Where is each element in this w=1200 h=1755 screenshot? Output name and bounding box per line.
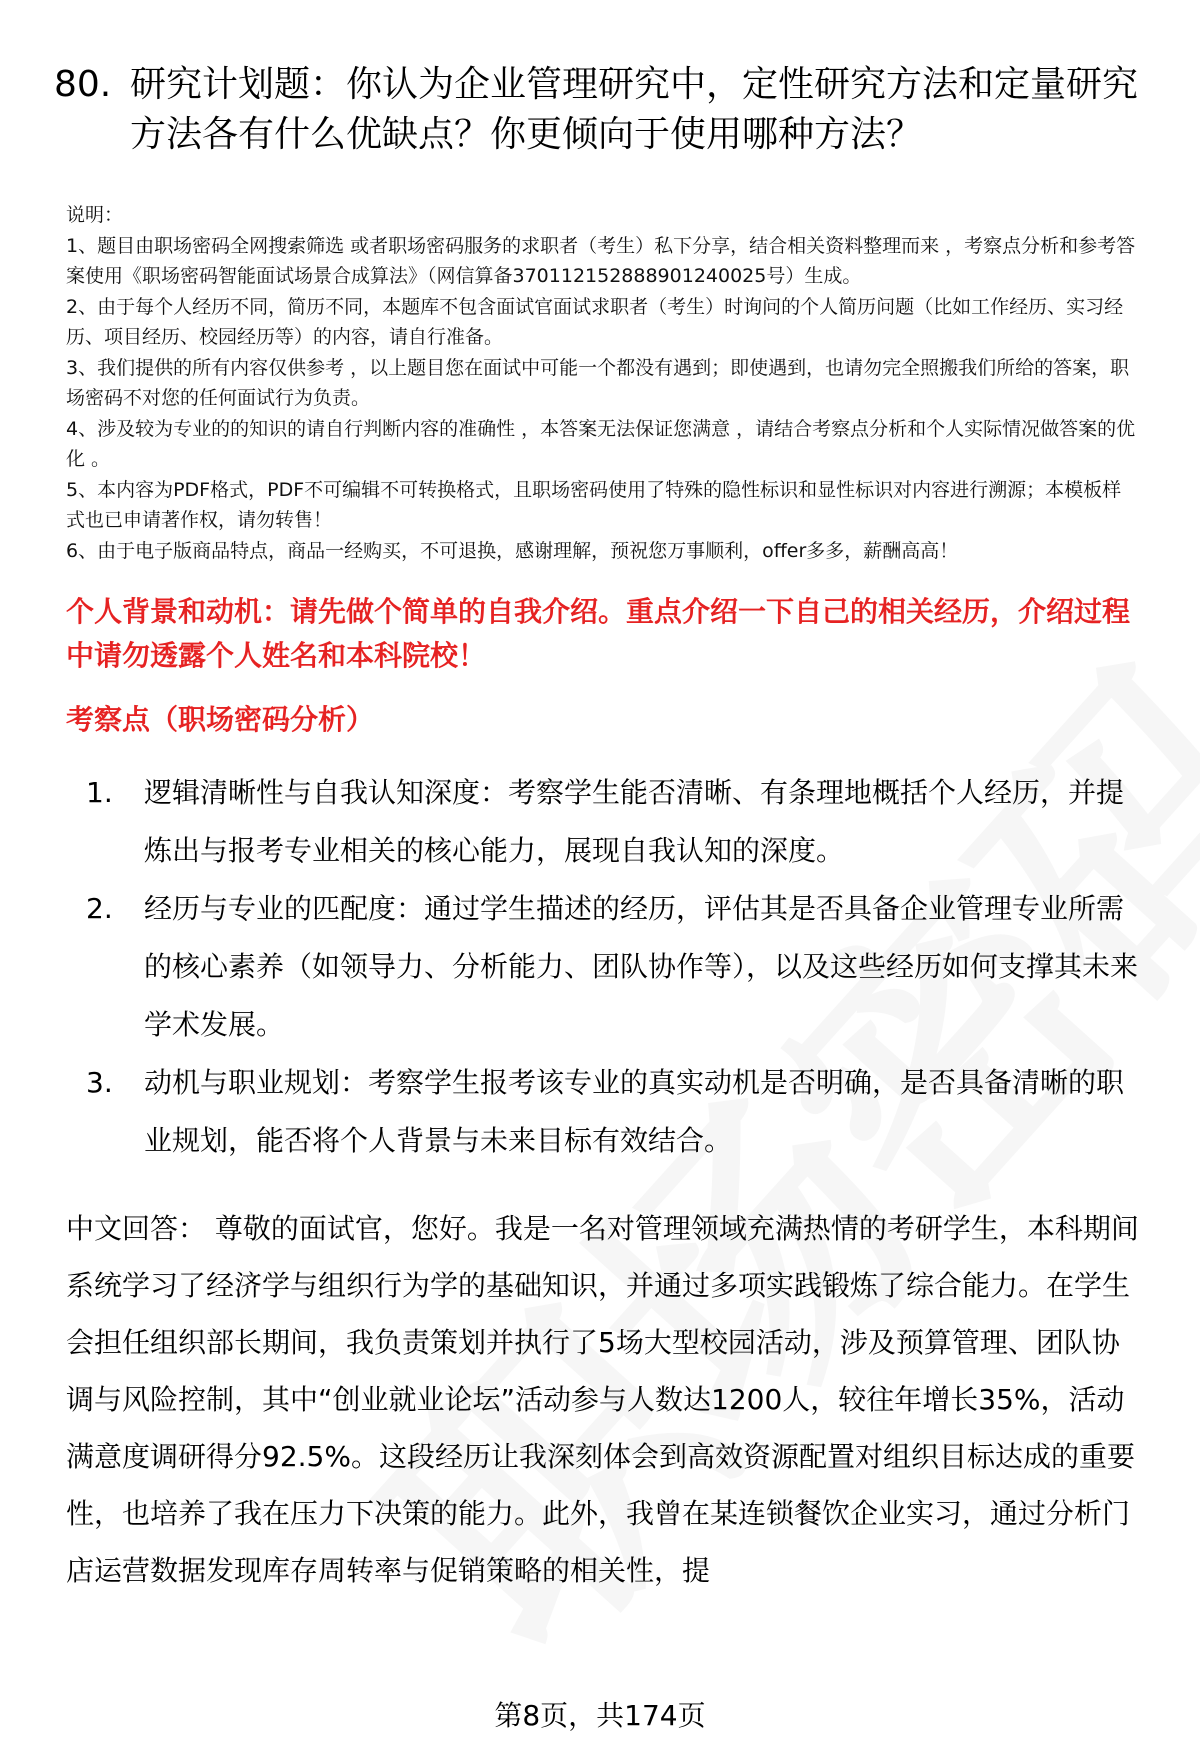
- notes-item: 5、本内容为PDF格式，PDF不可编辑不可转换格式，且职场密码使用了特殊的隐性标识和显性标识对内容进行溯源；本模板样式也已申请著作权，请勿转售！: [66, 478, 1122, 531]
- notes-item: 6、由于电子版商品特点，商品一经购买，不可退换，感谢理解，预祝您万事顺利，offer多多，薪酬高高！: [66, 539, 959, 562]
- point-number: 1.: [86, 776, 113, 809]
- point-text: 经历与专业的匹配度：通过学生描述的经历，评估其是否具备企业管理专业所需的核心素养（如领导力、分析能力、团队协作等），以及这些经历如何支撑其未来学术发展。: [144, 892, 1139, 1041]
- analysis-point: [66, 764, 1140, 880]
- point-number: 2.: [86, 892, 113, 925]
- point-text: 逻辑清晰性与自我认知深度：考察学生能否清晰、有条理地概括个人经历，并提炼出与报考专业相关的核心能力，展现自我认知的深度。: [144, 776, 1125, 867]
- point-text: 动机与职业规划：考察学生报考该专业的真实动机是否明确，是否具备清晰的职业规划，能否将个人背景与未来目标有效结合。: [144, 1066, 1125, 1157]
- question-text: 研究计划题：你认为企业管理研究中，定性研究方法和定量研究方法各有什么优缺点？你更倾向于使用哪种方法？: [130, 64, 1139, 155]
- analysis-point: [66, 1054, 1140, 1170]
- analysis-points: [66, 764, 1140, 1170]
- notes-item: 4、涉及较为专业的的知识的请自行判断内容的准确性 ，本答案无法保证您满意 ，请结合考察点分析和个人实际情况做答案的优化 。: [66, 417, 1136, 470]
- page-footer: 第8页，共174页: [494, 1699, 706, 1732]
- notes-section: [66, 200, 1140, 566]
- answer-text: 中文回答： 尊敬的面试官，您好。我是一名对管理领域充满热情的考研学生，本科期间系统学习了经济学与组织行为学的基础知识，并通过多项实践锻炼了综合能力。在学生会担任组织部长期间，我负责策划并执行了5场大型校园活动，涉及预算管理、团队协调与风险控制，其中“创业就业论坛”活动参与人数达1200人，较往年增长35%，活动满意度调研得分92.5%。这段经历让我深刻体会到高效资源配置对组织目标达成的重要性，也培养了我在压力下决策的能力。此外，我曾在某连锁餐饮企业实习，通过分析门店运营数据发现库存周转率与促销策略的相关性，提: [66, 1212, 1139, 1587]
- notes-item: 1、题目由职场密码全网搜索筛选 或者职场密码服务的求职者（考生）私下分享，结合相关资料整理而来 ，考察点分析和参考答案使用《职场密码智能面试场景合成算法》（网信算备370112152888901240025号）生成。: [66, 234, 1136, 287]
- intro-prompt: 个人背景和动机：请先做个简单的自我介绍。重点介绍一下自己的相关经历，介绍过程中请勿透露个人姓名和本科院校！: [66, 595, 1131, 672]
- question-title: [54, 60, 1140, 160]
- notes-item: 2、由于每个人经历不同，简历不同，本题库不包含面试官面试求职者（考生）时询问的个人简历问题（比如工作经历、实习经历、项目经历、校园经历等）的内容，请自行准备。: [66, 295, 1124, 348]
- point-number: 3.: [86, 1066, 113, 1099]
- analysis-point: [66, 880, 1140, 1054]
- notes-title: 说明：: [66, 204, 124, 226]
- notes-item: 3、我们提供的所有内容仅供参考 ，以上题目您在面试中可能一个都没有遇到；即使遇到，也请勿完全照搬我们所给的答案，职场密码不对您的任何面试行为负责。: [66, 356, 1130, 409]
- question-number: 80.: [54, 64, 112, 105]
- analysis-heading: 考察点（职场密码分析）: [66, 703, 375, 736]
